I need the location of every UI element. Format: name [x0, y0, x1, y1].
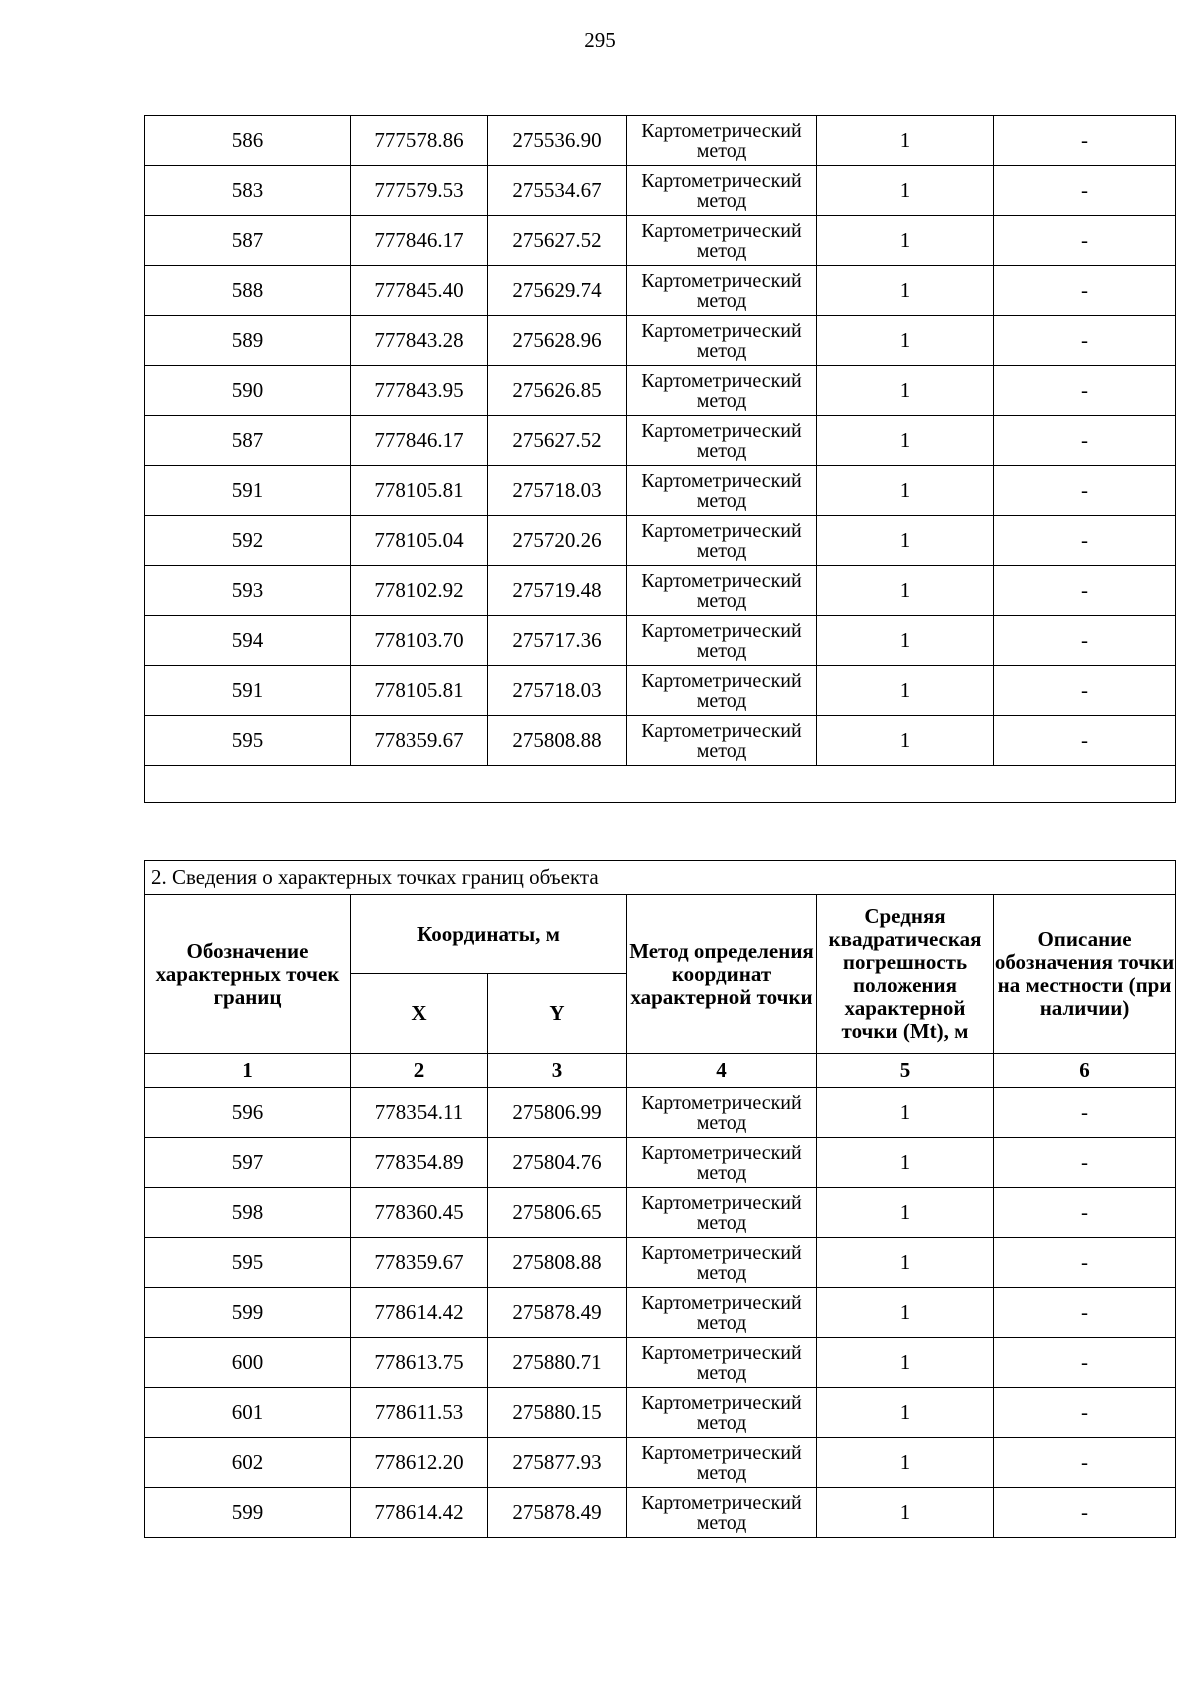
header-point: Обозначение характерных точек границ [145, 895, 351, 1054]
method-cell: Картометрический метод [627, 266, 817, 316]
mean-error-cell: 1 [817, 1088, 994, 1138]
method-cell: Картометрический метод [627, 616, 817, 666]
method-cell: Картометрический метод [627, 216, 817, 266]
description-cell: - [994, 166, 1176, 216]
point-cell: 601 [145, 1388, 351, 1438]
method-cell: Картометрический метод [627, 1138, 817, 1188]
mean-error-cell: 1 [817, 166, 994, 216]
mean-error-cell: 1 [817, 666, 994, 716]
x-coordinate-cell: 778105.81 [351, 466, 488, 516]
table-row [145, 616, 1176, 666]
x-coordinate-cell: 778611.53 [351, 1388, 488, 1438]
point-cell: 591 [145, 466, 351, 516]
mean-error-cell: 1 [817, 1288, 994, 1338]
table-row [145, 1288, 1176, 1338]
method-cell: Картометрический метод [627, 1088, 817, 1138]
method-cell: Картометрический метод [627, 716, 817, 766]
method-cell: Картометрический метод [627, 366, 817, 416]
table-row [145, 566, 1176, 616]
x-coordinate-cell: 778359.67 [351, 1238, 488, 1288]
point-cell: 594 [145, 616, 351, 666]
x-coordinate-cell: 777846.17 [351, 416, 488, 466]
description-cell: - [994, 1338, 1176, 1388]
column-number: 4 [627, 1054, 817, 1088]
method-cell: Картометрический метод [627, 516, 817, 566]
method-cell: Картометрический метод [627, 666, 817, 716]
method-cell: Картометрический метод [627, 1188, 817, 1238]
y-coordinate-cell: 275808.88 [488, 716, 627, 766]
method-cell: Картометрический метод [627, 116, 817, 166]
x-coordinate-cell: 777846.17 [351, 216, 488, 266]
y-coordinate-cell: 275808.88 [488, 1238, 627, 1288]
description-cell: - [994, 266, 1176, 316]
description-cell: - [994, 316, 1176, 366]
empty-row [145, 766, 1176, 803]
point-cell: 597 [145, 1138, 351, 1188]
header-mean-error: Средняя квадратическая погрешность положения характерной точки (Mt), м [817, 895, 994, 1054]
table-row [145, 1438, 1176, 1488]
table-row [145, 116, 1176, 166]
point-cell: 588 [145, 266, 351, 316]
mean-error-cell: 1 [817, 1388, 994, 1438]
header-x: X [351, 974, 488, 1054]
table-body [145, 1088, 1176, 1538]
y-coordinate-cell: 275806.65 [488, 1188, 627, 1238]
point-cell: 596 [145, 1088, 351, 1138]
description-cell: - [994, 216, 1176, 266]
table-row [145, 1388, 1176, 1438]
description-cell: - [994, 1388, 1176, 1438]
point-cell: 589 [145, 316, 351, 366]
point-cell: 602 [145, 1438, 351, 1488]
header-description: Описание обозначения точки на местности (при наличии) [994, 895, 1176, 1054]
table-row [145, 1488, 1176, 1538]
mean-error-cell: 1 [817, 1188, 994, 1238]
description-cell: - [994, 516, 1176, 566]
table-row [145, 1088, 1176, 1138]
method-cell: Картометрический метод [627, 166, 817, 216]
y-coordinate-cell: 275627.52 [488, 416, 627, 466]
page-number: 295 [584, 28, 616, 52]
empty-cell [145, 766, 1176, 803]
table-row [145, 1238, 1176, 1288]
mean-error-cell: 1 [817, 366, 994, 416]
x-coordinate-cell: 778359.67 [351, 716, 488, 766]
mean-error-cell: 1 [817, 1338, 994, 1388]
method-cell: Картометрический метод [627, 416, 817, 466]
description-cell: - [994, 616, 1176, 666]
point-cell: 599 [145, 1288, 351, 1338]
description-cell: - [994, 366, 1176, 416]
x-coordinate-cell: 778105.81 [351, 666, 488, 716]
mean-error-cell: 1 [817, 616, 994, 666]
mean-error-cell: 1 [817, 416, 994, 466]
table-row [145, 516, 1176, 566]
y-coordinate-cell: 275718.03 [488, 466, 627, 516]
x-coordinate-cell: 777843.28 [351, 316, 488, 366]
boundary-points-table-continued [144, 115, 1176, 803]
point-cell: 591 [145, 666, 351, 716]
column-number: 2 [351, 1054, 488, 1088]
x-coordinate-cell: 777579.53 [351, 166, 488, 216]
mean-error-cell: 1 [817, 516, 994, 566]
x-coordinate-cell: 778354.11 [351, 1088, 488, 1138]
table-row [145, 466, 1176, 516]
method-cell: Картометрический метод [627, 466, 817, 516]
table-body [145, 116, 1176, 766]
description-cell: - [994, 566, 1176, 616]
x-coordinate-cell: 778613.75 [351, 1338, 488, 1388]
description-cell: - [994, 466, 1176, 516]
x-coordinate-cell: 778103.70 [351, 616, 488, 666]
y-coordinate-cell: 275717.36 [488, 616, 627, 666]
header-y: Y [488, 974, 627, 1054]
point-cell: 583 [145, 166, 351, 216]
x-coordinate-cell: 777578.86 [351, 116, 488, 166]
point-cell: 587 [145, 216, 351, 266]
x-coordinate-cell: 778105.04 [351, 516, 488, 566]
x-coordinate-cell: 778360.45 [351, 1188, 488, 1238]
table-row [145, 716, 1176, 766]
boundary-points-table [144, 860, 1176, 1538]
mean-error-cell: 1 [817, 266, 994, 316]
y-coordinate-cell: 275718.03 [488, 666, 627, 716]
point-cell: 595 [145, 716, 351, 766]
description-cell: - [994, 1238, 1176, 1288]
mean-error-cell: 1 [817, 316, 994, 366]
column-number: 3 [488, 1054, 627, 1088]
mean-error-cell: 1 [817, 1138, 994, 1188]
method-cell: Картометрический метод [627, 1388, 817, 1438]
mean-error-cell: 1 [817, 466, 994, 516]
description-cell: - [994, 1438, 1176, 1488]
point-cell: 595 [145, 1238, 351, 1288]
method-cell: Картометрический метод [627, 1238, 817, 1288]
y-coordinate-cell: 275628.96 [488, 316, 627, 366]
method-cell: Картометрический метод [627, 566, 817, 616]
table-row [145, 1188, 1176, 1238]
description-cell: - [994, 1288, 1176, 1338]
x-coordinate-cell: 777845.40 [351, 266, 488, 316]
description-cell: - [994, 1488, 1176, 1538]
method-cell: Картометрический метод [627, 1438, 817, 1488]
y-coordinate-cell: 275534.67 [488, 166, 627, 216]
method-cell: Картометрический метод [627, 1288, 817, 1338]
table-row [145, 366, 1176, 416]
point-cell: 587 [145, 416, 351, 466]
description-cell: - [994, 116, 1176, 166]
y-coordinate-cell: 275877.93 [488, 1438, 627, 1488]
method-cell: Картометрический метод [627, 1488, 817, 1538]
table-row [145, 266, 1176, 316]
table-row [145, 216, 1176, 266]
y-coordinate-cell: 275878.49 [488, 1488, 627, 1538]
method-cell: Картометрический метод [627, 316, 817, 366]
x-coordinate-cell: 778612.20 [351, 1438, 488, 1488]
description-cell: - [994, 1138, 1176, 1188]
point-cell: 592 [145, 516, 351, 566]
table-row [145, 416, 1176, 466]
y-coordinate-cell: 275629.74 [488, 266, 627, 316]
y-coordinate-cell: 275878.49 [488, 1288, 627, 1338]
x-coordinate-cell: 777843.95 [351, 366, 488, 416]
table-row [145, 166, 1176, 216]
y-coordinate-cell: 275627.52 [488, 216, 627, 266]
column-number: 5 [817, 1054, 994, 1088]
method-cell: Картометрический метод [627, 1338, 817, 1388]
x-coordinate-cell: 778614.42 [351, 1288, 488, 1338]
y-coordinate-cell: 275626.85 [488, 366, 627, 416]
table-row [145, 666, 1176, 716]
y-coordinate-cell: 275806.99 [488, 1088, 627, 1138]
mean-error-cell: 1 [817, 116, 994, 166]
y-coordinate-cell: 275719.48 [488, 566, 627, 616]
mean-error-cell: 1 [817, 716, 994, 766]
table-row [145, 1138, 1176, 1188]
point-cell: 590 [145, 366, 351, 416]
x-coordinate-cell: 778614.42 [351, 1488, 488, 1538]
description-cell: - [994, 1088, 1176, 1138]
y-coordinate-cell: 275720.26 [488, 516, 627, 566]
description-cell: - [994, 666, 1176, 716]
mean-error-cell: 1 [817, 1238, 994, 1288]
description-cell: - [994, 416, 1176, 466]
mean-error-cell: 1 [817, 1488, 994, 1538]
point-cell: 599 [145, 1488, 351, 1538]
point-cell: 593 [145, 566, 351, 616]
table-row [145, 316, 1176, 366]
table-caption: 2. Сведения о характерных точках границ объекта [145, 861, 1176, 895]
header-coordinates: Координаты, м [351, 895, 627, 974]
description-cell: - [994, 1188, 1176, 1238]
header-method: Метод определения координат характерной точки [627, 895, 817, 1054]
point-cell: 598 [145, 1188, 351, 1238]
x-coordinate-cell: 778354.89 [351, 1138, 488, 1188]
mean-error-cell: 1 [817, 566, 994, 616]
column-number: 6 [994, 1054, 1176, 1088]
description-cell: - [994, 716, 1176, 766]
column-number: 1 [145, 1054, 351, 1088]
y-coordinate-cell: 275536.90 [488, 116, 627, 166]
mean-error-cell: 1 [817, 216, 994, 266]
y-coordinate-cell: 275880.15 [488, 1388, 627, 1438]
y-coordinate-cell: 275804.76 [488, 1138, 627, 1188]
x-coordinate-cell: 778102.92 [351, 566, 488, 616]
y-coordinate-cell: 275880.71 [488, 1338, 627, 1388]
point-cell: 586 [145, 116, 351, 166]
point-cell: 600 [145, 1338, 351, 1388]
table-row [145, 1338, 1176, 1388]
mean-error-cell: 1 [817, 1438, 994, 1488]
